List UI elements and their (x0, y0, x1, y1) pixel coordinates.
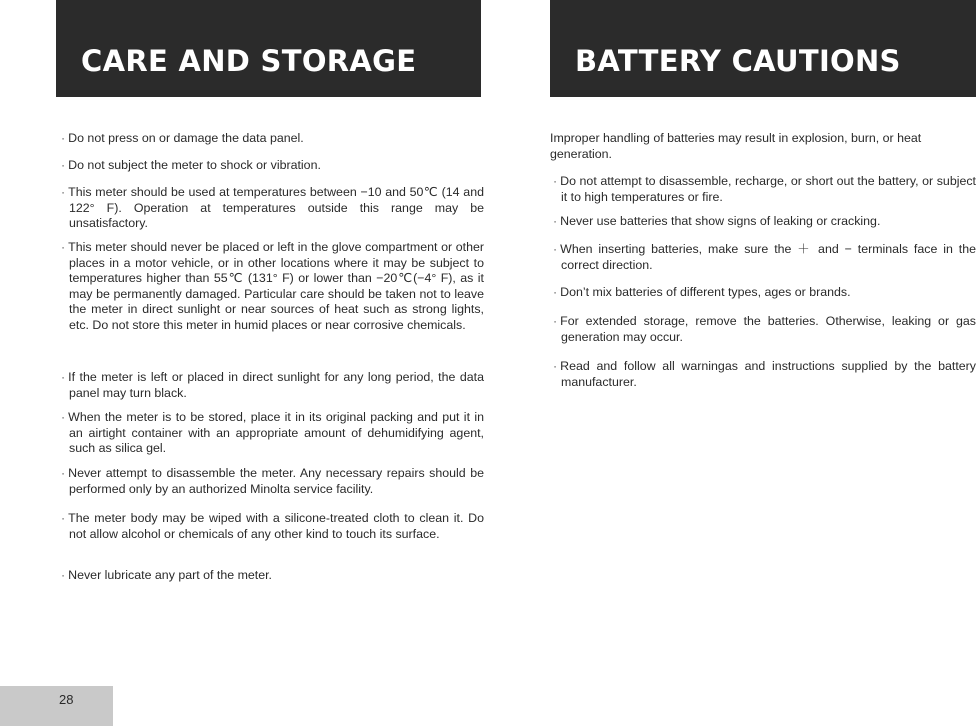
care-item: · Never attempt to disassemble the meter. Any necessary repairs should be performed only by an authorized Minolta service facility. (61, 466, 484, 496)
care-and-storage-title: CARE AND STORAGE (81, 44, 417, 78)
care-item: · Never lubricate any part of the meter. (61, 568, 272, 582)
care-item: · When the meter is to be stored, place it in its original packing and put it in an airtight container with an appropriate amount of dehumidifying agent, such as silica gel. (61, 410, 484, 455)
battery-item: · Read and follow all warningas and instructions supplied by the battery manufacturer. (553, 359, 976, 389)
battery-item: · Don’t mix batteries of different types, ages or brands. (553, 285, 851, 299)
battery-intro: Improper handling of batteries may result in explosion, burn, or heat generation. (550, 131, 922, 161)
battery-item: · Never use batteries that show signs of leaking or cracking. (553, 214, 881, 228)
care-item: · This meter should be used at temperatures between −10 and 50℃ (14 and 122° F). Operation at temperatures outside this range may be unsatisfactory. (61, 185, 484, 230)
battery-item: · For extended storage, remove the batteries. Otherwise, leaking or gas generation may occur. (553, 314, 976, 344)
battery-item: · Do not attempt to disassemble, recharge, or short out the battery, or subject it to high temperatures or fire. (553, 174, 976, 204)
care-item: · If the meter is left or placed in direct sunlight for any long period, the data panel may turn black. (61, 370, 484, 400)
care-item: · Do not press on or damage the data panel. (61, 131, 304, 145)
battery-cautions-title: BATTERY CAUTIONS (575, 44, 901, 78)
battery-item: · When inserting batteries, make sure the ＋ and − terminals face in the correct direction. (553, 242, 976, 272)
page-number-tab (0, 686, 113, 726)
care-item: · The meter body may be wiped with a silicone-treated cloth to clean it. Do not allow alcohol or chemicals of any other kind to touch its surface. (61, 511, 484, 541)
page-number: 28 (59, 692, 74, 707)
care-item: · Do not subject the meter to shock or vibration. (61, 158, 321, 172)
battery-cautions-header (550, 0, 976, 97)
care-and-storage-header (56, 0, 481, 97)
care-item: · This meter should never be placed or left in the glove compartment or other places in a motor vehicle, or in other locations where it may be subject to temperatures higher than 55℃ (131° F) or lower than −20℃(−4° F), as it may be permanently damaged. Particular care should be taken not to leave the meter in direct sunlight or near sources of heat such as strong lights, etc. Do not store this meter in humid places or near corrosive chemicals. (61, 240, 484, 332)
